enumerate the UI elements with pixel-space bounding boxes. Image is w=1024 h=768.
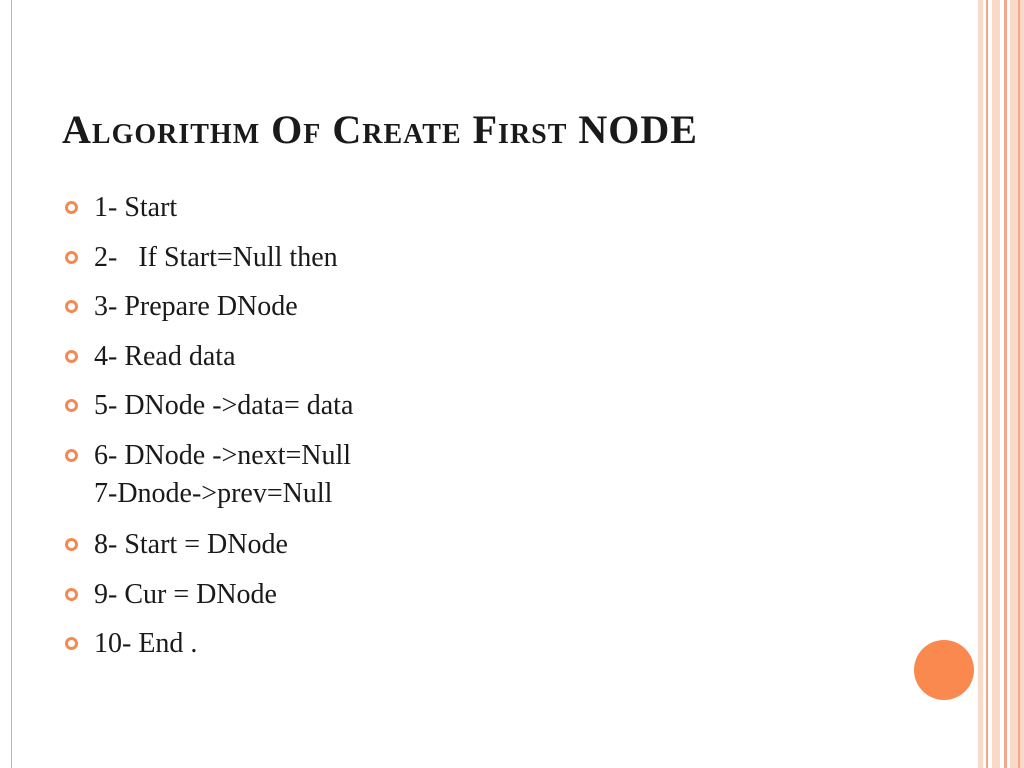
bullet-circle-icon: [65, 637, 78, 650]
slide-title: Algorithm Of Create First NODE: [62, 107, 698, 152]
right-decorative-border: [978, 0, 1024, 768]
bullet-text: 8- Start = DNode: [94, 529, 288, 560]
bullet-item: [62, 388, 353, 424]
border-stripe: [1010, 0, 1024, 768]
bullet-text: 4- Read data: [94, 340, 236, 372]
bullet-item: [62, 626, 353, 662]
bullet-circle-icon: [65, 399, 78, 412]
left-border-line: [11, 0, 12, 768]
bullet-circle-icon: [65, 538, 78, 551]
decorative-circle: [914, 640, 974, 700]
bullet-text: 5- DNode ->data= data: [94, 390, 354, 421]
bullet-item: [62, 289, 353, 325]
border-stripe: [986, 0, 988, 768]
border-stripe: [978, 0, 983, 768]
bullet-text: 6- DNode ->next=Null: [94, 439, 352, 471]
bullet-item: [62, 190, 353, 226]
border-stripe: [1018, 0, 1020, 768]
bullet-circle-icon: [65, 300, 78, 313]
bullet-circle-icon: [65, 449, 78, 462]
bullet-circle-icon: [65, 251, 78, 264]
bullet-text: 9- Cur = DNode: [94, 578, 277, 610]
bullet-circle-icon: [65, 350, 78, 363]
bullet-item: [62, 339, 353, 375]
bullet-circle-icon: [65, 588, 78, 601]
bullet-text: 7-Dnode->prev=Null: [94, 477, 333, 509]
bullet-text: 10- End .: [94, 628, 198, 659]
bullet-text: 1- Start: [94, 192, 178, 223]
bullet-circle-icon: [65, 201, 78, 214]
bullet-item: [62, 438, 353, 514]
bullet-text: 3- Prepare DNode: [94, 291, 298, 322]
bullet-item: [62, 240, 353, 276]
border-stripe: [1004, 0, 1007, 768]
bullet-item: [62, 527, 353, 563]
border-stripe: [992, 0, 1000, 768]
bullet-item: [62, 577, 353, 613]
bullet-list: [62, 190, 353, 676]
bullet-text: 2- If Start=Null then: [94, 241, 338, 273]
